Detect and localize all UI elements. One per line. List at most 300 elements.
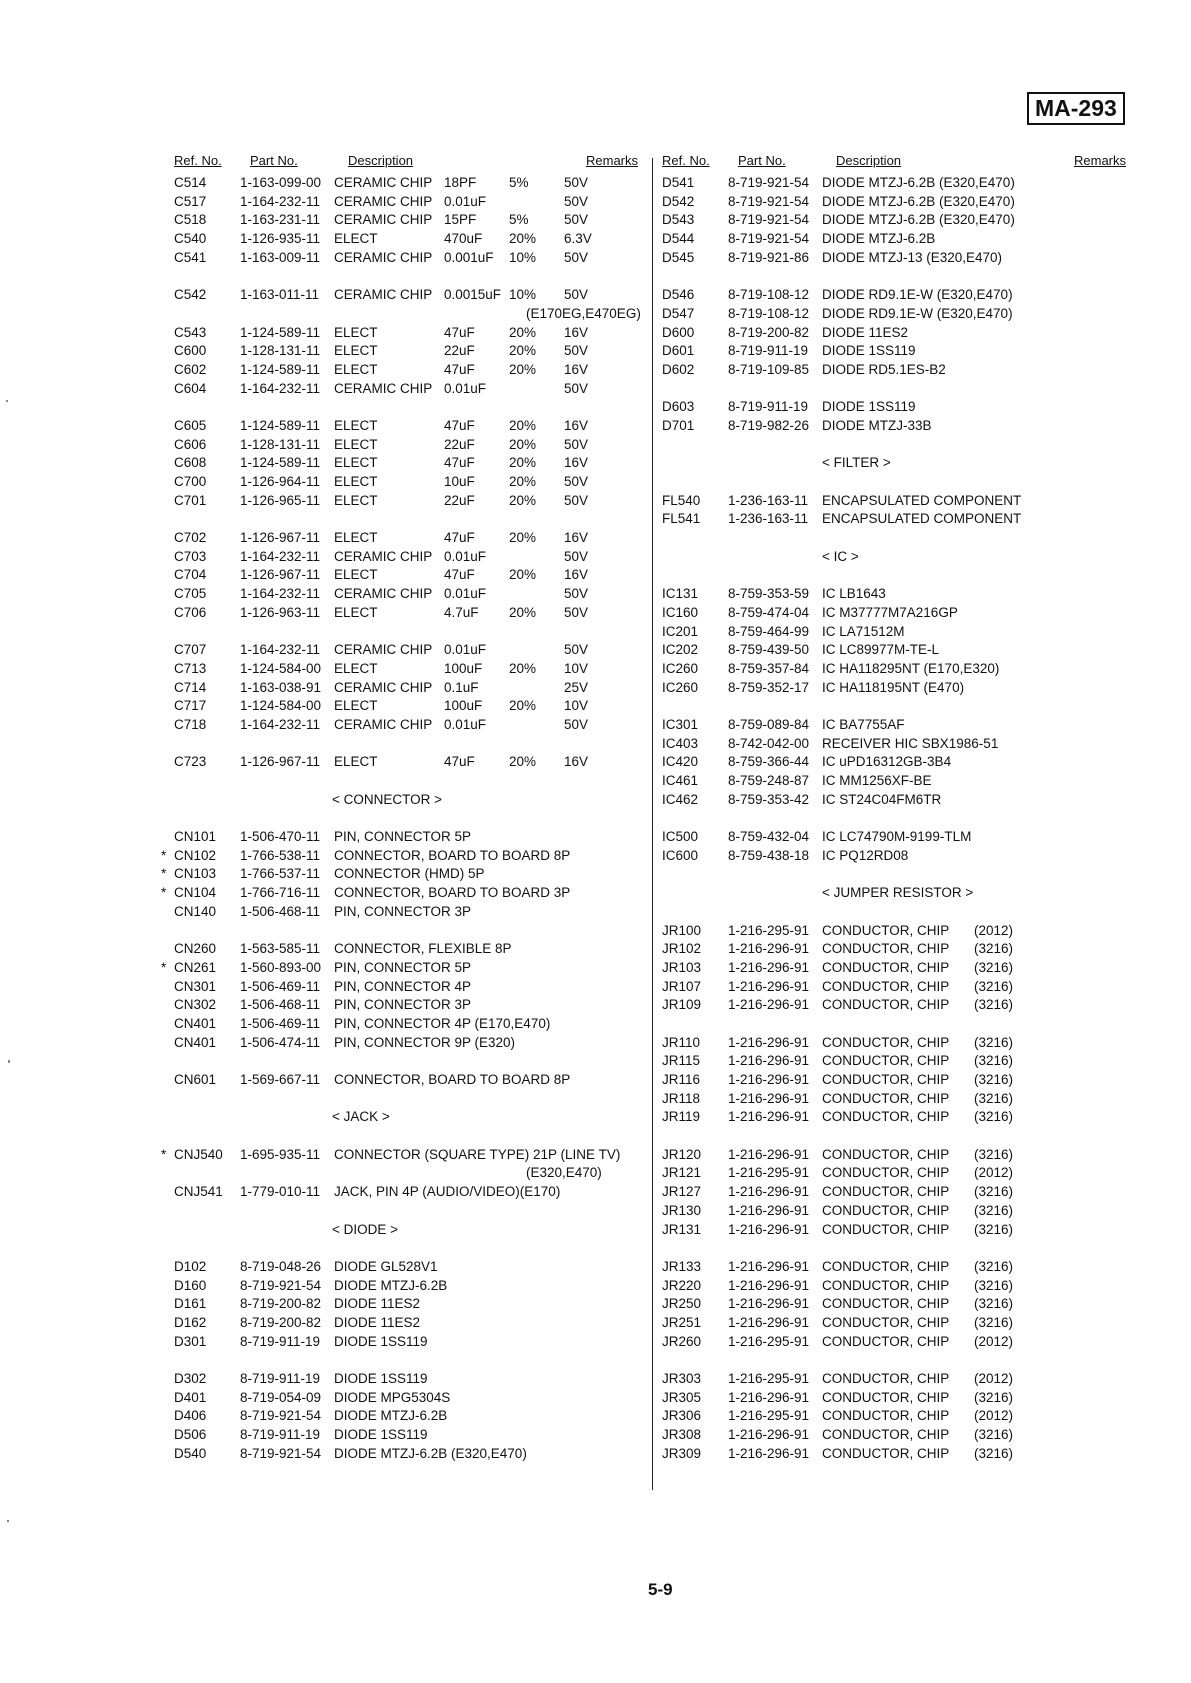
remark-note <box>174 305 649 324</box>
part-row <box>174 1389 649 1408</box>
part-no: 8-719-921-54 <box>240 1445 322 1461</box>
value: 10uF <box>444 474 475 489</box>
ref-no: JR131 <box>662 1221 702 1237</box>
chip-size: (3216) <box>974 1221 1014 1237</box>
description: IC LC89977M-TE-L <box>822 642 940 658</box>
rating: 6.3V <box>564 231 592 247</box>
part-no: 1-506-469-11 <box>240 978 321 994</box>
value: 47uF <box>444 455 475 471</box>
part-no: 1-126-964-11 <box>240 474 321 489</box>
rating: 50V <box>564 175 589 190</box>
part-row <box>174 903 649 922</box>
description: DIODE RD5.1ES-B2 <box>822 361 946 377</box>
ref-no: D602 <box>662 361 695 377</box>
section-heading <box>662 884 1132 903</box>
part-row <box>161 884 649 903</box>
part-row <box>662 959 1132 978</box>
part-row <box>174 1258 649 1277</box>
value: 22uF <box>444 343 475 359</box>
part-row <box>662 996 1132 1015</box>
part-no: 1-216-296-91 <box>728 1053 810 1069</box>
part-no: 1-164-232-11 <box>240 716 321 732</box>
ref-no-header: Ref. No. <box>662 153 710 168</box>
part-no: 1-560-893-00 <box>240 959 322 975</box>
safety-mark: * <box>161 847 167 863</box>
chip-size: (3216) <box>974 1445 1014 1461</box>
row-spacer <box>174 772 649 791</box>
part-row <box>174 716 649 735</box>
row-spacer <box>174 922 649 941</box>
description: DIODE 1SS119 <box>822 343 916 359</box>
ref-no: C518 <box>174 212 207 228</box>
part-row <box>174 1277 649 1296</box>
scan-dot <box>8 1060 10 1063</box>
description: IC LA71512M <box>822 623 905 639</box>
part-row <box>174 1333 649 1352</box>
rating: 50V <box>564 343 589 359</box>
value: 0.01uF <box>444 380 487 396</box>
part-row <box>662 735 1132 754</box>
value: 0.1uF <box>444 679 479 695</box>
ref-no: IC201 <box>662 623 699 639</box>
page-number: 5-9 <box>648 1580 673 1599</box>
chip-size: (3216) <box>974 1090 1014 1106</box>
description: CONDUCTOR, CHIP <box>822 1221 950 1237</box>
description: CERAMIC CHIP <box>334 548 433 564</box>
part-no: 1-216-296-91 <box>728 1109 810 1125</box>
part-row <box>662 585 1132 604</box>
description: PIN, CONNECTOR 3P <box>334 903 472 919</box>
ref-no: C714 <box>174 679 207 695</box>
part-row <box>662 398 1132 417</box>
part-no: 1-126-963-11 <box>240 604 321 620</box>
part-no: 1-124-589-11 <box>240 455 321 471</box>
part-row <box>174 193 649 212</box>
description: ELECT <box>334 231 378 247</box>
part-no: 1-216-296-91 <box>728 959 810 975</box>
right-parts-rows <box>662 174 1132 1463</box>
page-model-tag: MA-293 <box>1027 92 1125 125</box>
part-row <box>174 417 649 436</box>
chip-size: (3216) <box>974 1146 1014 1162</box>
remark-note-text: (E170EG,E470EG) <box>526 305 641 321</box>
part-row <box>662 1389 1132 1408</box>
row-spacer <box>174 1052 649 1071</box>
section-heading <box>174 1108 649 1127</box>
chip-size: (3216) <box>974 1072 1014 1087</box>
ref-no: CN103 <box>174 866 217 882</box>
ref-no: D546 <box>662 287 695 303</box>
ref-no: JR305 <box>662 1389 702 1405</box>
description: CERAMIC CHIP <box>334 287 433 303</box>
part-row <box>174 1314 649 1333</box>
ref-no: C540 <box>174 231 207 247</box>
description: CONDUCTOR, CHIP <box>822 978 950 994</box>
ref-no: D506 <box>174 1427 207 1443</box>
part-no: 1-216-296-91 <box>728 1258 810 1274</box>
description: DIODE 1SS119 <box>822 399 916 415</box>
safety-mark: * <box>161 1146 167 1162</box>
part-row <box>174 230 649 249</box>
value: 47uF <box>444 417 475 433</box>
row-spacer <box>174 398 649 417</box>
description: DIODE 11ES2 <box>822 324 909 340</box>
ref-no: IC260 <box>662 660 699 676</box>
ref-no: JR118 <box>662 1090 701 1106</box>
part-no: 8-719-911-19 <box>240 1371 321 1386</box>
ref-no: D542 <box>662 193 695 209</box>
section-heading-text: < JACK > <box>332 1109 390 1125</box>
ref-no: CN401 <box>174 1034 217 1050</box>
ref-no: D544 <box>662 231 695 247</box>
part-no: 1-506-469-11 <box>240 1015 321 1031</box>
part-row <box>174 529 649 548</box>
part-no: 1-124-584-00 <box>240 698 322 714</box>
part-row <box>662 940 1132 959</box>
chip-size: (2012) <box>974 1165 1014 1181</box>
ref-no: C713 <box>174 660 207 676</box>
ref-no: D547 <box>662 305 695 321</box>
part-row <box>662 1407 1132 1426</box>
ref-no: IC202 <box>662 642 699 658</box>
part-no: 1-216-295-91 <box>728 1408 810 1424</box>
description: DIODE MTZJ-6.2B (E320,E470) <box>822 193 1015 209</box>
ref-no: C718 <box>174 716 207 732</box>
description: IC HA118195NT (E470) <box>822 679 965 695</box>
chip-size: (3216) <box>974 1277 1014 1293</box>
description: IC BA7755AF <box>822 716 905 732</box>
description: CONDUCTOR, CHIP <box>822 1202 950 1218</box>
description: CERAMIC CHIP <box>334 212 433 228</box>
ref-no: D302 <box>174 1371 207 1386</box>
part-no: 1-164-232-11 <box>240 193 321 209</box>
part-row <box>662 342 1132 361</box>
part-row <box>662 1426 1132 1445</box>
part-no: 1-216-296-91 <box>728 1427 810 1443</box>
description: CERAMIC CHIP <box>334 175 433 190</box>
ref-no: IC301 <box>662 716 699 732</box>
tolerance: 10% <box>509 287 537 303</box>
ref-no: FL540 <box>662 492 701 508</box>
part-no: 8-719-921-54 <box>728 193 810 209</box>
part-row <box>174 324 649 343</box>
rating: 10V <box>564 660 589 676</box>
part-no: 8-719-921-54 <box>728 212 810 228</box>
part-no: 1-216-296-91 <box>728 1146 810 1162</box>
tolerance: 20% <box>509 492 537 508</box>
description: CONDUCTOR, CHIP <box>822 1165 950 1181</box>
description: DIODE 11ES2 <box>334 1314 421 1330</box>
section-heading <box>662 548 1132 567</box>
part-no: 8-759-439-50 <box>728 642 810 658</box>
part-row <box>662 922 1132 941</box>
description: CONDUCTOR, CHIP <box>822 1427 950 1443</box>
part-no: 1-216-296-91 <box>728 1184 810 1200</box>
part-row <box>662 286 1132 305</box>
rating: 16V <box>564 361 589 377</box>
part-no: 8-759-353-42 <box>728 791 810 807</box>
ref-no: C517 <box>174 193 207 209</box>
parts-list-left-column <box>161 152 649 1463</box>
part-no: 1-766-716-11 <box>240 885 321 901</box>
ref-no: IC403 <box>662 735 699 751</box>
description: CONDUCTOR, CHIP <box>822 1109 950 1125</box>
section-heading-text: < DIODE > <box>332 1221 399 1237</box>
section-heading-text: < IC > <box>822 548 859 564</box>
part-no: 1-126-967-11 <box>240 567 321 583</box>
section-heading <box>174 791 649 810</box>
chip-size: (3216) <box>974 1202 1014 1218</box>
chip-size: (3216) <box>974 997 1014 1013</box>
ref-no: CN260 <box>174 941 217 957</box>
part-no: 8-759-248-87 <box>728 773 810 788</box>
part-no: 1-506-468-11 <box>240 903 321 919</box>
ref-no: D541 <box>662 175 695 190</box>
description: IC ST24C04FM6TR <box>822 791 942 807</box>
ref-no: C701 <box>174 492 207 508</box>
safety-mark: * <box>161 959 167 975</box>
part-no: 8-759-089-84 <box>728 716 810 732</box>
rating: 16V <box>564 455 589 471</box>
part-no: 1-164-232-11 <box>240 586 321 602</box>
description: IC HA118295NT (E170,E320) <box>822 660 1000 676</box>
remarks-header: Remarks <box>586 153 639 168</box>
part-no: 1-216-296-91 <box>728 1221 810 1237</box>
ref-no: FL541 <box>662 511 701 527</box>
chip-size: (3216) <box>974 1427 1014 1443</box>
row-spacer <box>662 566 1132 585</box>
description: CONDUCTOR, CHIP <box>822 1408 950 1424</box>
row-spacer <box>174 1239 649 1258</box>
part-row <box>174 1183 649 1202</box>
section-heading <box>174 1221 649 1240</box>
part-no: 1-506-468-11 <box>240 997 321 1013</box>
rating: 50V <box>564 474 589 489</box>
part-no: 1-164-232-11 <box>240 548 321 564</box>
part-no: 1-216-295-91 <box>728 1165 810 1181</box>
part-row <box>662 1333 1132 1352</box>
ref-no: JR100 <box>662 922 702 938</box>
ref-no: JR133 <box>662 1258 702 1274</box>
description: ELECT <box>334 343 378 359</box>
rating: 50V <box>564 586 589 602</box>
description: CERAMIC CHIP <box>334 716 433 732</box>
value: 0.01uF <box>444 193 487 209</box>
description: CONDUCTOR, CHIP <box>822 1371 950 1386</box>
part-row <box>174 1426 649 1445</box>
part-row <box>174 211 649 230</box>
rating: 50V <box>564 642 589 658</box>
description: CONNECTOR, BOARD TO BOARD 8P <box>334 1072 571 1087</box>
value: 0.01uF <box>444 716 487 732</box>
part-no: 8-719-048-26 <box>240 1258 322 1274</box>
column-divider <box>652 158 653 1490</box>
ref-no: JR220 <box>662 1277 702 1293</box>
part-no: 1-128-131-11 <box>240 436 321 452</box>
value: 47uF <box>444 324 475 340</box>
ref-no: C600 <box>174 343 207 359</box>
part-row <box>174 1295 649 1314</box>
part-no: 8-719-921-86 <box>728 249 810 265</box>
part-row <box>174 1445 649 1464</box>
part-no: 1-563-585-11 <box>240 941 321 957</box>
ref-no: IC462 <box>662 791 699 807</box>
tolerance: 20% <box>509 530 537 546</box>
row-spacer <box>662 1015 1132 1034</box>
ref-no: IC160 <box>662 604 699 620</box>
part-row <box>174 679 649 698</box>
part-no: 1-216-296-91 <box>728 1277 810 1293</box>
safety-mark: * <box>161 885 167 901</box>
rating: 50V <box>564 212 589 228</box>
rating: 50V <box>564 249 589 265</box>
description: ELECT <box>334 604 378 620</box>
chip-size: (3216) <box>974 1034 1014 1050</box>
part-no: 8-719-109-85 <box>728 361 810 377</box>
ref-no: CN261 <box>174 959 217 975</box>
description: DIODE 1SS119 <box>334 1371 428 1386</box>
description: DIODE RD9.1E-W (E320,E470) <box>822 305 1013 321</box>
part-no: 1-126-967-11 <box>240 530 321 546</box>
ref-no: JR116 <box>662 1072 701 1087</box>
right-column-header <box>662 152 1132 174</box>
part-no-header: Part No. <box>738 153 786 168</box>
description: CONNECTOR (HMD) 5P <box>334 866 485 882</box>
part-row <box>161 1146 649 1165</box>
description: CERAMIC CHIP <box>334 249 433 265</box>
part-no: 1-766-537-11 <box>240 866 321 882</box>
ref-no: C702 <box>174 530 207 546</box>
description: CERAMIC CHIP <box>334 193 433 209</box>
description: CONDUCTOR, CHIP <box>822 997 950 1013</box>
part-no: 1-216-296-91 <box>728 1314 810 1330</box>
tolerance: 10% <box>509 249 537 265</box>
part-row <box>662 753 1132 772</box>
part-no: 1-766-538-11 <box>240 847 321 863</box>
row-spacer <box>174 809 649 828</box>
ref-no: D102 <box>174 1258 207 1274</box>
chip-size: (2012) <box>974 1371 1014 1386</box>
part-no: 8-759-464-99 <box>728 623 810 639</box>
ref-no: JR260 <box>662 1333 702 1349</box>
description: DIODE MPG5304S <box>334 1389 451 1405</box>
part-row <box>662 1314 1132 1333</box>
tolerance: 20% <box>509 660 537 676</box>
description: CONDUCTOR, CHIP <box>822 1445 950 1461</box>
part-row <box>174 249 649 268</box>
ref-no: IC420 <box>662 754 699 770</box>
part-no: 1-506-470-11 <box>240 829 321 845</box>
row-spacer <box>662 529 1132 548</box>
part-row <box>174 828 649 847</box>
ref-no-header: Ref. No. <box>174 153 222 168</box>
part-no: 8-719-200-82 <box>240 1296 322 1312</box>
rating: 50V <box>564 492 589 508</box>
part-row <box>662 1258 1132 1277</box>
ref-no: C705 <box>174 586 207 602</box>
chip-size: (2012) <box>974 1408 1014 1424</box>
ref-no: C514 <box>174 175 207 190</box>
value: 4.7uF <box>444 604 479 620</box>
description: IC uPD16312GB-3B4 <box>822 754 952 770</box>
part-row <box>662 1071 1132 1090</box>
part-row <box>662 623 1132 642</box>
description: ELECT <box>334 567 378 583</box>
row-spacer <box>174 1202 649 1221</box>
tolerance: 5% <box>509 175 529 190</box>
rating: 16V <box>564 567 589 583</box>
ref-no: C703 <box>174 548 207 564</box>
ref-no: C541 <box>174 249 207 265</box>
description: DIODE MTZJ-6.2B (E320,E470) <box>822 175 1015 190</box>
part-row <box>662 828 1132 847</box>
part-no: 1-124-589-11 <box>240 324 321 340</box>
part-no: 1-216-296-91 <box>728 1202 810 1218</box>
part-no: 1-506-474-11 <box>240 1034 321 1050</box>
value: 15PF <box>444 212 477 228</box>
description: RECEIVER HIC SBX1986-51 <box>822 735 999 751</box>
part-row <box>174 473 649 492</box>
part-no: 1-126-967-11 <box>240 754 321 770</box>
part-row <box>174 697 649 716</box>
part-no: 8-719-911-19 <box>240 1333 321 1349</box>
part-row <box>662 324 1132 343</box>
row-spacer <box>662 809 1132 828</box>
left-column-header <box>174 152 649 174</box>
left-parts-rows <box>161 174 649 1463</box>
tolerance: 20% <box>509 754 537 770</box>
part-row <box>662 1277 1132 1296</box>
ref-no: IC131 <box>662 586 699 602</box>
part-row <box>174 361 649 380</box>
tolerance: 20% <box>509 455 537 471</box>
part-no: 8-719-911-19 <box>728 399 809 415</box>
part-no: 8-759-474-04 <box>728 604 810 620</box>
part-row <box>174 548 649 567</box>
description: ELECT <box>334 492 378 508</box>
value: 47uF <box>444 361 475 377</box>
part-no: 8-719-921-54 <box>240 1408 322 1424</box>
part-row <box>662 847 1132 866</box>
description-header: Description <box>836 153 902 168</box>
description: CERAMIC CHIP <box>334 642 433 658</box>
chip-size: (3216) <box>974 1314 1014 1330</box>
part-row <box>662 305 1132 324</box>
part-row <box>662 510 1132 529</box>
description: DIODE MTZJ-6.2B <box>822 231 936 247</box>
description: ELECT <box>334 698 378 714</box>
chip-size: (2012) <box>974 922 1014 938</box>
value: 0.0015uF <box>444 287 502 303</box>
part-row <box>161 847 649 866</box>
description: CONNECTOR, BOARD TO BOARD 3P <box>334 885 571 901</box>
ref-no: D701 <box>662 417 695 433</box>
part-row <box>662 1146 1132 1165</box>
part-row <box>662 193 1132 212</box>
part-no: 1-216-296-91 <box>728 1090 810 1106</box>
chip-size: (3216) <box>974 1053 1014 1069</box>
part-no: 1-236-163-11 <box>728 511 809 527</box>
description: DIODE MTZJ-6.2B (E320,E470) <box>822 212 1015 228</box>
ref-no: C602 <box>174 361 207 377</box>
row-spacer <box>662 267 1132 286</box>
part-no: 8-719-108-12 <box>728 305 810 321</box>
ref-no: C704 <box>174 567 207 583</box>
chip-size: (3216) <box>974 1389 1014 1405</box>
row-spacer <box>174 623 649 642</box>
part-row <box>174 436 649 455</box>
description: CERAMIC CHIP <box>334 679 433 695</box>
